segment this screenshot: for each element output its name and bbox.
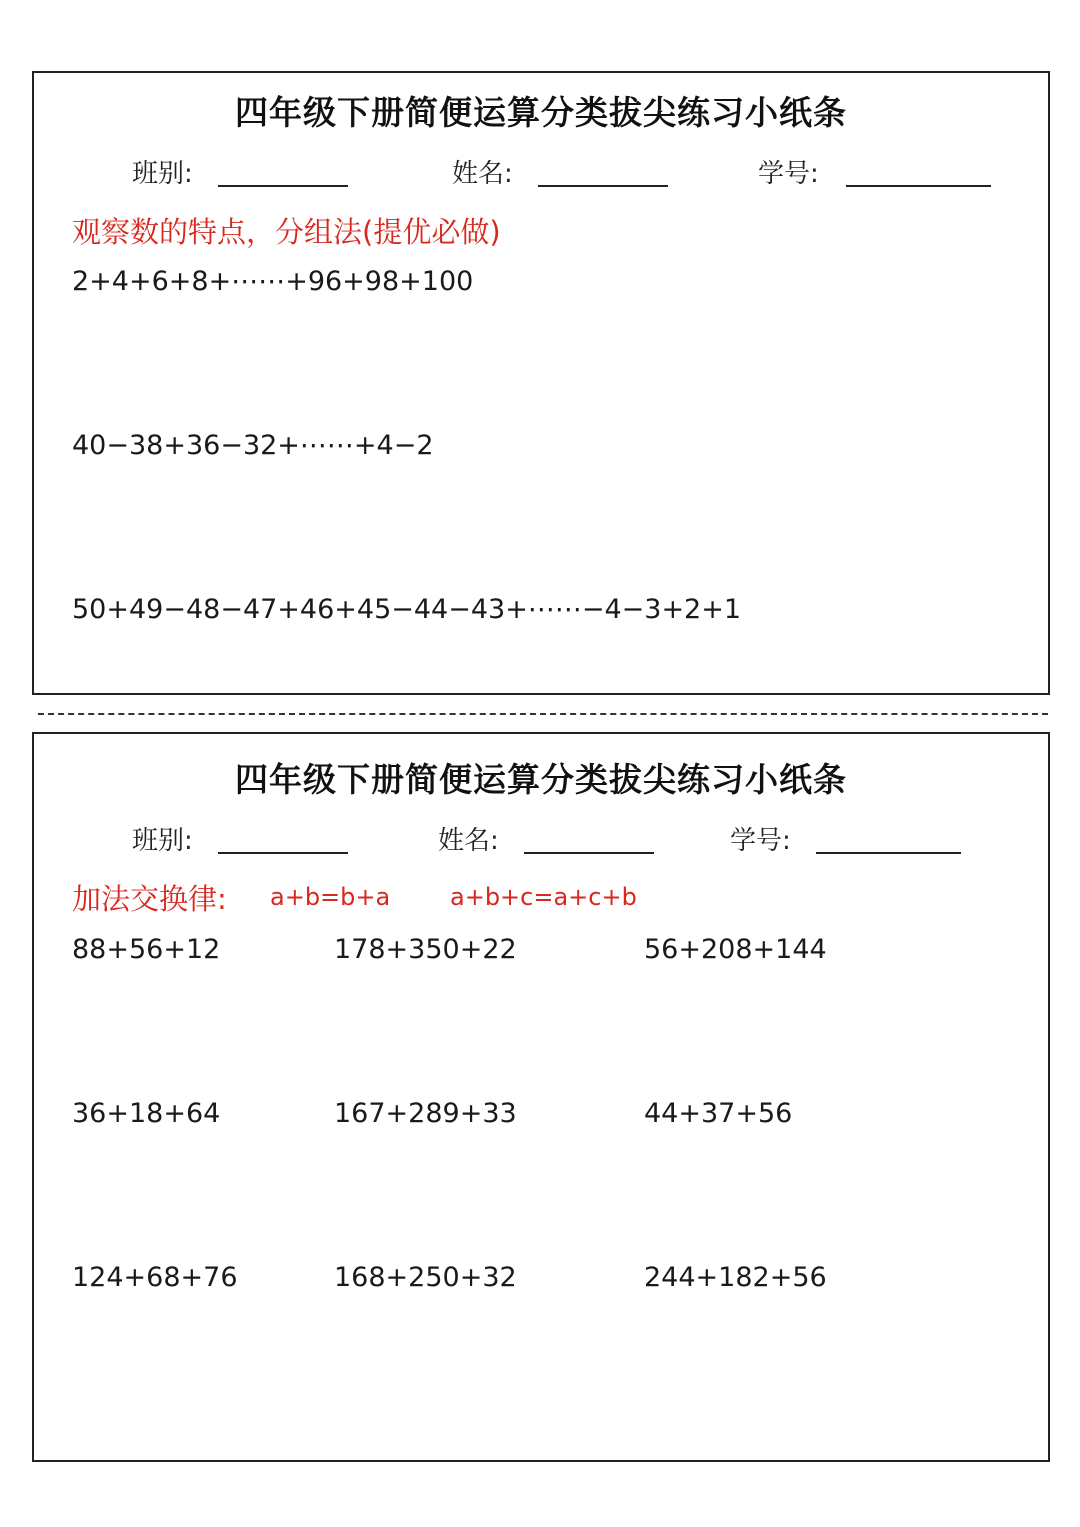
- problem-r2-c1: 36+18+64: [72, 1098, 221, 1129]
- worksheet-title: 四年级下册简便运算分类拔尖练习小纸条: [235, 760, 847, 799]
- class-blank-line[interactable]: [218, 185, 348, 187]
- formula-commutative-three: a+b+c=a+c+b: [450, 883, 637, 911]
- student-number-label: 学号:: [730, 826, 791, 856]
- problem-1: 2+4+6+8+⋯⋯+96+98+100: [72, 266, 474, 297]
- name-field: [452, 153, 513, 190]
- formula-commutative-two: a+b=b+a: [270, 883, 391, 911]
- class-blank-line[interactable]: [218, 852, 348, 854]
- worksheet-title: 四年级下册简便运算分类拔尖练习小纸条: [235, 93, 847, 132]
- problem-r1-c3: 56+208+144: [644, 934, 827, 965]
- student-number-blank-line[interactable]: [846, 185, 991, 187]
- name-blank-line[interactable]: [538, 185, 668, 187]
- problem-r3-c1: 124+68+76: [72, 1262, 238, 1293]
- student-number-label: 学号:: [758, 159, 819, 189]
- problem-r1-c2: 178+350+22: [334, 934, 517, 965]
- worksheet-strip-2: [32, 732, 1050, 1462]
- student-number-field: [730, 820, 791, 857]
- section-title-grouping: 观察数的特点，分组法(提优必做): [72, 215, 501, 249]
- name-label: 姓名:: [452, 159, 513, 189]
- name-blank-line[interactable]: [524, 852, 654, 854]
- problem-r3-c2: 168+250+32: [334, 1262, 517, 1293]
- class-label: 班别:: [132, 159, 193, 189]
- worksheet-strip-1: [32, 71, 1050, 695]
- problem-r1-c1: 88+56+12: [72, 934, 221, 965]
- class-label: 班别:: [132, 826, 193, 856]
- cut-line-divider: [38, 713, 1048, 715]
- problem-r2-c3: 44+37+56: [644, 1098, 793, 1129]
- problem-3: 50+49−48−47+46+45−44−43+⋯⋯−4−3+2+1: [72, 594, 742, 625]
- problem-2: 40−38+36−32+⋯⋯+4−2: [72, 430, 434, 461]
- class-field: [132, 153, 193, 190]
- name-label: 姓名:: [438, 826, 499, 856]
- problem-r2-c2: 167+289+33: [334, 1098, 517, 1129]
- section-title-commutative: 加法交换律:: [72, 882, 227, 916]
- student-number-field: [758, 153, 819, 190]
- name-field: [438, 820, 499, 857]
- student-number-blank-line[interactable]: [816, 852, 961, 854]
- class-field: [132, 820, 193, 857]
- problem-r3-c3: 244+182+56: [644, 1262, 827, 1293]
